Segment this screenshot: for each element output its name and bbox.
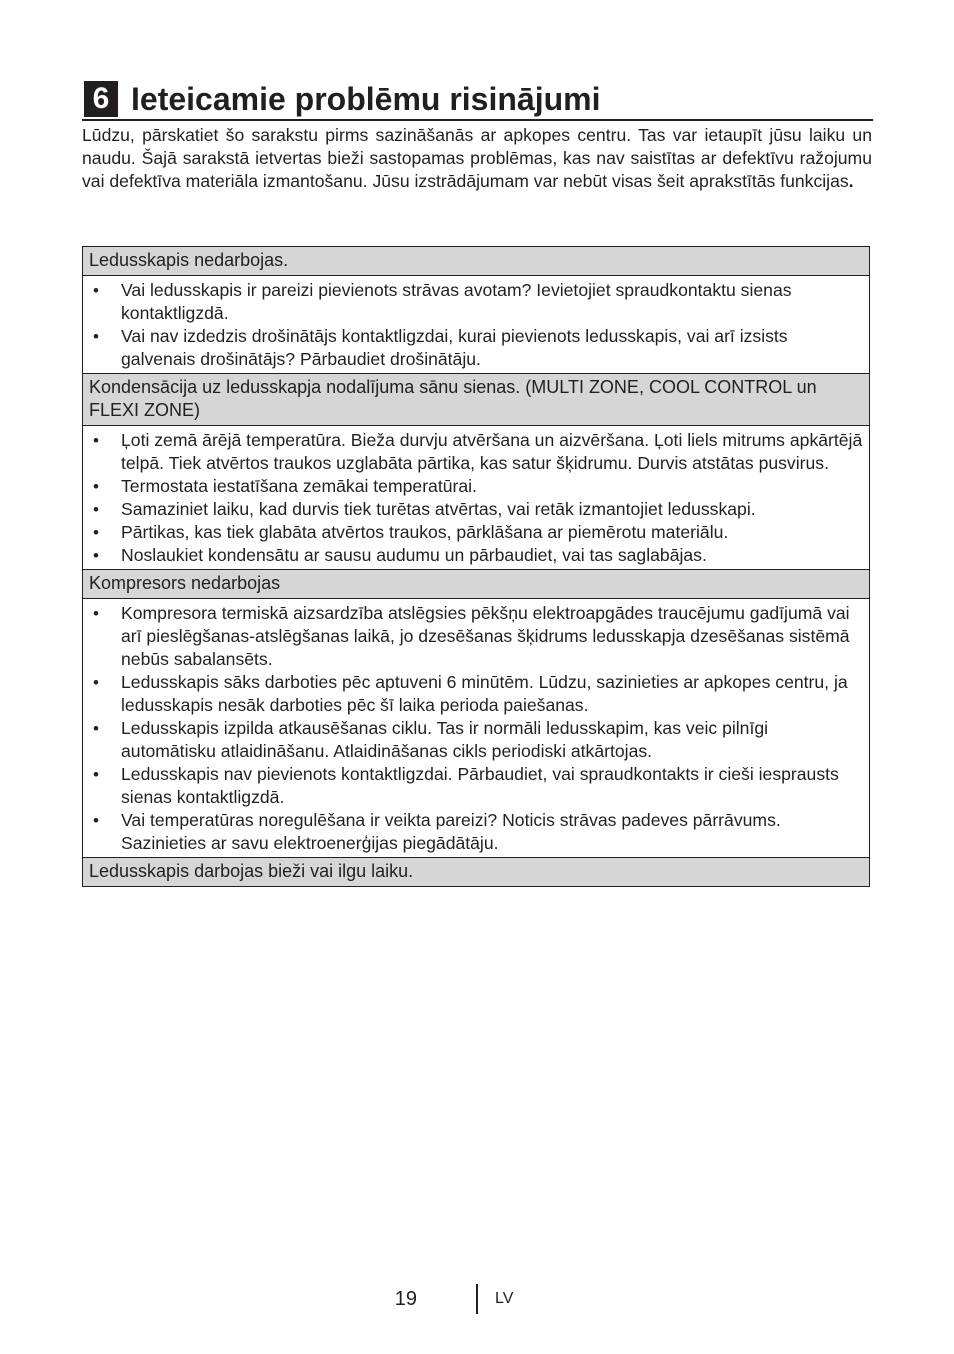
- solution-item: [89, 279, 863, 325]
- solution-item: [89, 498, 863, 521]
- solution-item: [89, 521, 863, 544]
- solution-list-block: [83, 599, 869, 858]
- solution-text: Termostata iestatīšana zemākai temperatūrai.: [121, 476, 477, 496]
- bullet-icon: •: [93, 477, 99, 496]
- solution-text: Kompresora termiskā aizsardzība atslēgsies pēkšņu elektroapgādes traucējumu gadījumā vai arī pieslēgšanas-atslēgšanas laikā, jo dzesēšanas šķidrums ledusskapja dzesēšanas sistēmā nebūs sabalansēts.: [121, 603, 850, 669]
- bullet-icon: •: [93, 281, 99, 300]
- intro-paragraph: [82, 124, 872, 193]
- bullet-icon: •: [93, 811, 99, 830]
- intro-text: Lūdzu, pārskatiet šo sarakstu pirms sazināšanās ar apkopes centru. Tas var ietaupīt jūsu laiku un naudu. Šajā sarakstā ietvertas bieži sastopamas problēmas, kas nav saistītas ar defektīvu ražojumu vai defektīva materiāla izmantošanu. Jūsu izstrādājumam var nebūt visas šeit aprakstītās funkcijas: [82, 125, 872, 191]
- solution-item: [89, 544, 863, 567]
- section-title: Ieteicamie problēmu risinājumi: [131, 81, 601, 117]
- bullet-icon: •: [93, 431, 99, 450]
- section-number-badge: 6: [84, 81, 118, 117]
- bullet-icon: •: [93, 327, 99, 346]
- bullet-icon: •: [93, 673, 99, 692]
- troubleshooting-table: [82, 246, 870, 887]
- solution-item: [89, 325, 863, 371]
- solution-list-block: [83, 276, 869, 374]
- page-number: 19: [394, 1288, 417, 1310]
- problem-heading: Kompresors nedarbojas: [83, 570, 869, 599]
- bullet-icon: •: [93, 500, 99, 519]
- solution-item: [89, 429, 863, 475]
- bullet-icon: •: [93, 523, 99, 542]
- language-code: LV: [495, 1290, 514, 1307]
- problem-heading: Ledusskapis darbojas bieži vai ilgu laiku.: [83, 858, 869, 886]
- solution-text: Noslaukiet kondensātu ar sausu audumu un pārbaudiet, vai tas saglabājas.: [121, 545, 707, 565]
- solution-text: Ledusskapis nav pievienots kontaktligzdai. Pārbaudiet, vai spraudkontakts ir cieši iesprausts sienas kontaktligzdā.: [121, 764, 839, 807]
- bullet-icon: •: [93, 546, 99, 565]
- bullet-icon: •: [93, 765, 99, 784]
- solution-text: Ļoti zemā ārējā temperatūra. Bieža durvju atvēršana un aizvēršana. Ļoti liels mitrums apkārtējā telpā. Tiek atvērtos traukos uzglabāta pārtika, kas satur šķidrumu. Durvis atstātas pusvirus.: [121, 430, 863, 473]
- solution-item: [89, 671, 863, 717]
- solution-item: [89, 475, 863, 498]
- solution-item: [89, 809, 863, 855]
- solution-text: Pārtikas, kas tiek glabāta atvērtos traukos, pārklāšana ar piemērotu materiālu.: [121, 522, 729, 542]
- solution-list: [89, 279, 863, 371]
- problem-heading: Ledusskapis nedarbojas.: [83, 247, 869, 276]
- solution-text: Ledusskapis sāks darboties pēc aptuveni 6 minūtēm. Lūdzu, sazinieties ar apkopes centru, ja ledusskapis nesāk darboties pēc šī laika perioda paiešanas.: [121, 672, 848, 715]
- solution-text: Vai temperatūras noregulēšana ir veikta pareizi? Noticis strāvas padeves pārrāvums. Sazinieties ar savu elektroenerģijas piegādātāju.: [121, 810, 781, 853]
- solution-list: [89, 429, 863, 567]
- section-header: [82, 79, 873, 121]
- footer-divider: [476, 1284, 478, 1314]
- solution-text: Samaziniet laiku, kad durvis tiek turētas atvērtas, vai retāk izmantojiet ledusskapi.: [121, 499, 756, 519]
- solution-list-block: [83, 426, 869, 570]
- bullet-icon: •: [93, 604, 99, 623]
- intro-end-period: .: [848, 171, 854, 191]
- bullet-icon: •: [93, 719, 99, 738]
- solution-item: [89, 763, 863, 809]
- solution-text: Ledusskapis izpilda atkausēšanas ciklu. Tas ir normāli ledusskapim, kas veic pilnīgi automātisku atlaidināšanu. Atlaidināšanas cikls periodiski atkārtojas.: [121, 718, 769, 761]
- solution-text: Vai nav izdedzis drošinātājs kontaktligzdai, kurai pievienots ledusskapis, vai arī izsists galvenais drošinātājs? Pārbaudiet drošinātāju.: [121, 326, 788, 369]
- solution-item: [89, 717, 863, 763]
- problem-heading: Kondensācija uz ledusskapja nodalījuma sānu sienas. (MULTI ZONE, COOL CONTROL un FLEXI ZONE): [83, 374, 869, 426]
- solution-text: Vai ledusskapis ir pareizi pievienots strāvas avotam? Ievietojiet spraudkontaktu sienas kontaktligzdā.: [121, 280, 792, 323]
- solution-item: [89, 602, 863, 671]
- solution-list: [89, 602, 863, 855]
